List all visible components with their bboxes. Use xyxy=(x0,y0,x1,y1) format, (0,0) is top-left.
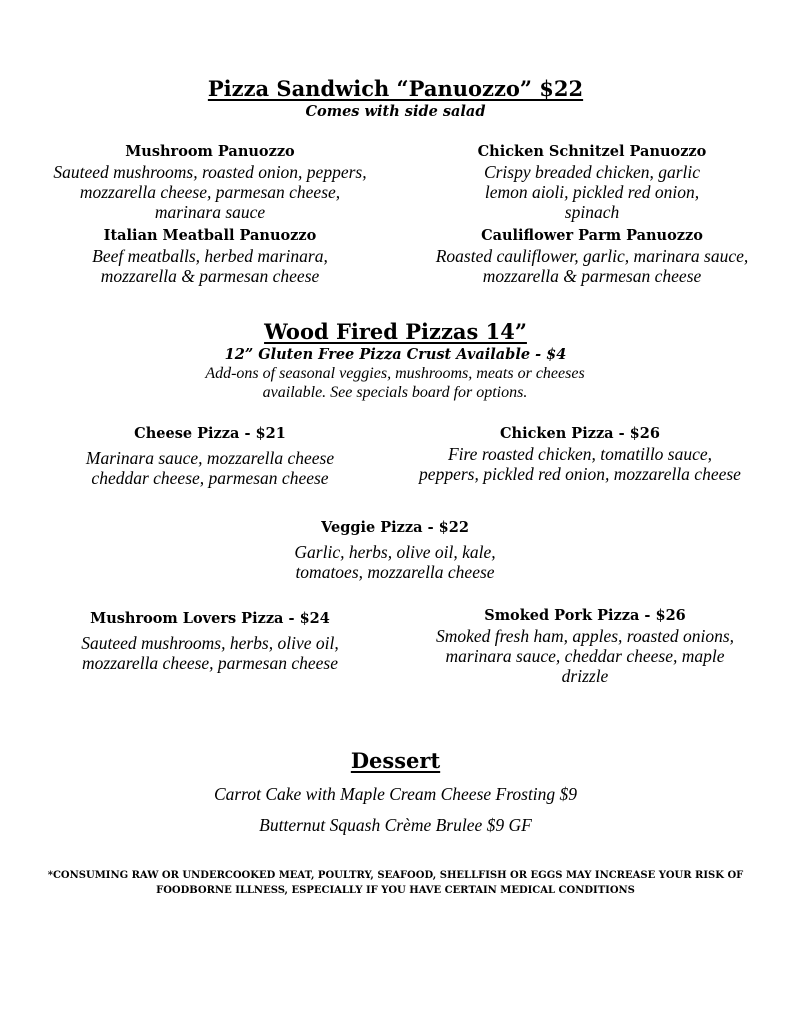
item-description: Marinara sauce, mozzarella cheese cheddar cheese, parmesan cheese xyxy=(85,448,335,488)
menu-item xyxy=(400,424,760,484)
pizzas-subtitle: 12” Gluten Free Pizza Crust Available - $4 xyxy=(224,346,567,363)
menu-item xyxy=(40,226,380,286)
item-description: Roasted cauliflower, garlic, marinara sauce, mozzarella & parmesan cheese xyxy=(435,246,749,286)
panuozzo-title: Pizza Sandwich “Panuozzo” $22 xyxy=(207,76,584,101)
item-name: Smoked Pork Pizza - $26 xyxy=(484,607,686,624)
item-description: Fire roasted chicken, tomatillo sauce, peppers, pickled red onion, mozzarella cheese xyxy=(419,444,741,484)
item-description: Crispy breaded chicken, garlic lemon aioli, pickled red onion, spinach xyxy=(483,162,701,222)
menu-item xyxy=(405,606,765,686)
item-name: Veggie Pizza - $22 xyxy=(321,519,469,536)
item-name: Cauliflower Parm Panuozzo xyxy=(481,227,703,244)
item-description: Sauteed mushrooms, roasted onion, peppers, mozzarella cheese, parmesan cheese, marinara sauce xyxy=(53,162,367,222)
menu-item xyxy=(412,142,772,222)
pizzas-title: Wood Fired Pizzas 14” xyxy=(264,319,527,344)
item-name: Mushroom Panuozzo xyxy=(125,143,295,160)
menu-item xyxy=(200,518,590,582)
dessert-title: Dessert xyxy=(350,748,441,773)
menu-item xyxy=(412,226,772,286)
menu-item xyxy=(40,142,380,222)
item-description: Sauteed mushrooms, herbs, olive oil, mozzarella cheese, parmesan cheese xyxy=(81,633,339,673)
item-description: Smoked fresh ham, apples, roasted onions, marinara sauce, cheddar cheese, maple drizzle xyxy=(435,626,735,686)
item-description: Garlic, herbs, olive oil, kale, tomatoes, mozzarella cheese xyxy=(294,542,496,582)
item-description: Beef meatballs, herbed marinara, mozzarella & parmesan cheese xyxy=(92,246,328,286)
menu-item xyxy=(40,609,380,673)
dessert-item: Carrot Cake with Maple Cream Cheese Frosting $9 xyxy=(213,784,578,804)
panuozzo-subtitle: Comes with side salad xyxy=(305,103,486,120)
item-name: Italian Meatball Panuozzo xyxy=(103,227,317,244)
item-name: Chicken Pizza - $26 xyxy=(500,425,660,442)
item-name: Cheese Pizza - $21 xyxy=(134,425,286,442)
food-safety-disclaimer: *CONSUMING RAW OR UNDERCOOKED MEAT, POULTRY, SEAFOOD, SHELLFISH OR EGGS MAY INCREASE YOUR RISK OF FOODBORNE ILLNESS, ESPECIALLY IF YOU HAVE CERTAIN MEDICAL CONDITIONS xyxy=(47,870,744,896)
item-name: Mushroom Lovers Pizza - $24 xyxy=(90,610,330,627)
dessert-item: Butternut Squash Crème Brulee $9 GF xyxy=(259,815,532,835)
item-name: Chicken Schnitzel Panuozzo xyxy=(477,143,707,160)
menu-item xyxy=(40,424,380,488)
pizzas-addons-note: Add-ons of seasonal veggies, mushrooms, meats or cheeses available. See specials board for options. xyxy=(205,365,585,401)
